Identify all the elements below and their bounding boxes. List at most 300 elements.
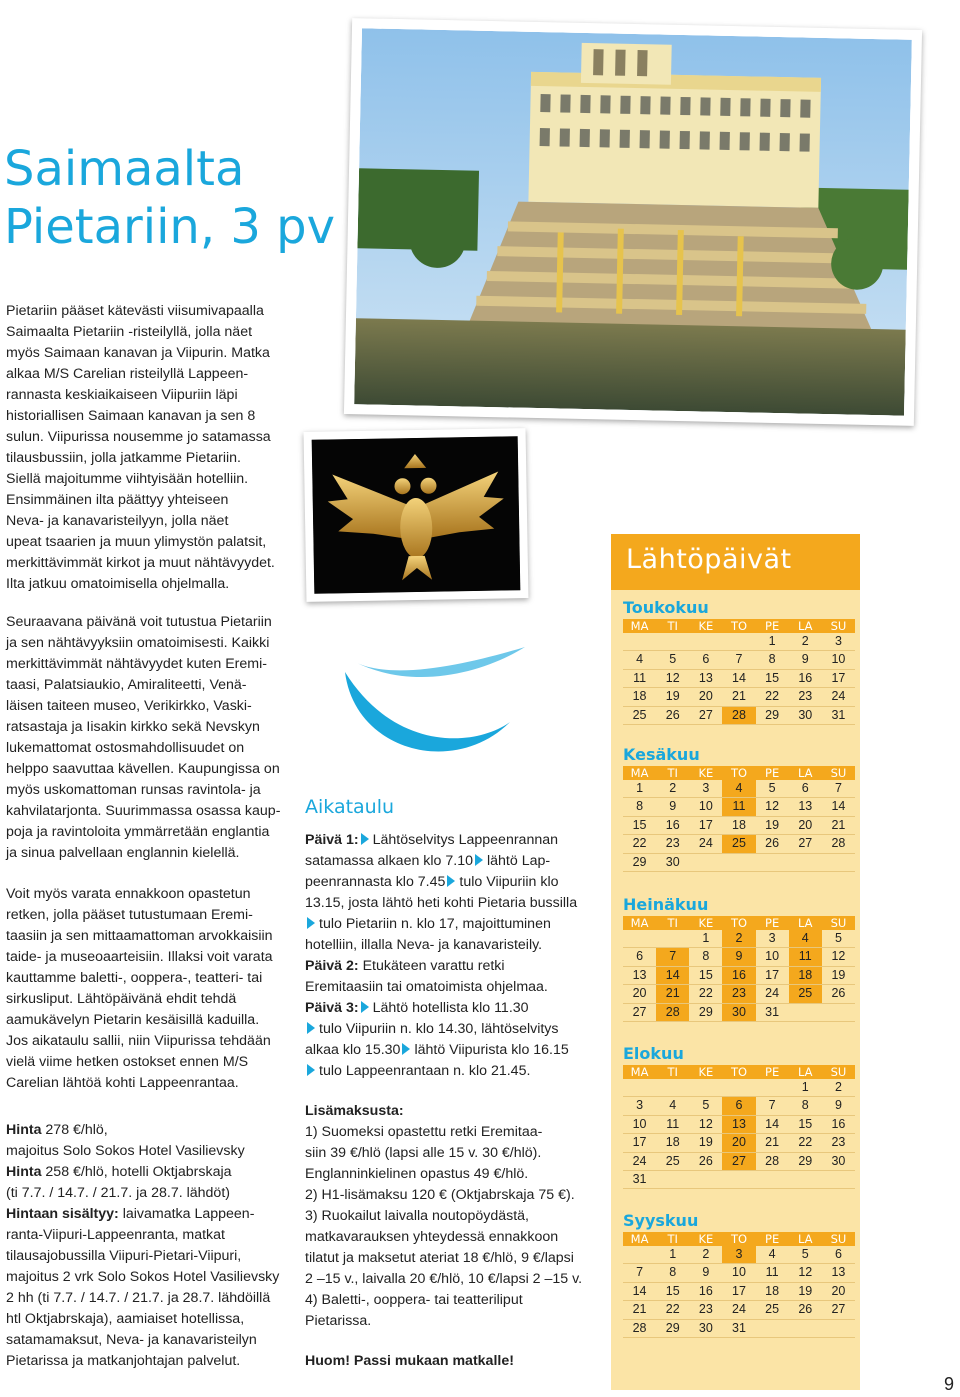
intro-line: historiallisen Saimaan kanavan ja sen 8: [6, 408, 256, 424]
intro-line: Pietariin pääset kätevästi viisumivapaalla: [6, 303, 264, 319]
calendar-day: 5: [756, 780, 789, 798]
weekday-header-row: [623, 916, 855, 930]
calendar-day: 9: [689, 1264, 722, 1282]
extras-line: 1) Suomeksi opastettu retki Eremitaa-: [305, 1124, 543, 1140]
calendar-empty-cell: [623, 1246, 656, 1264]
double-headed-eagle-image: [312, 436, 521, 594]
intro-line: tilausbussiin, jolla jatkamme Pietariin.: [6, 450, 241, 466]
weekday-label: KE: [689, 1065, 722, 1079]
calendar-day: 7: [722, 651, 755, 669]
calendar-day: 2: [822, 1079, 855, 1097]
schedule-text: tulo Viipuriin n. klo 14.30, lähtöselvitys: [319, 1021, 559, 1037]
para3-line: kauttamme baletti-, ooppera-, teatteri- tai: [6, 970, 263, 986]
calendar-day: 5: [822, 930, 855, 948]
includes-line: satamamaksut, Neva- ja kanavaristeilyn: [6, 1332, 257, 1348]
calendar-week-row: [623, 985, 855, 1003]
schedule-line: [305, 1040, 595, 1061]
intro-line: Saimaalta Pietariin -risteilyllä, jolla näet: [6, 324, 253, 340]
arrow-icon: [307, 1064, 315, 1076]
intro-line: upeat tsaarien ja muun ylimystön palatsit,: [6, 534, 267, 550]
departure-day: 14: [656, 966, 689, 984]
schedule-heading: Aikataulu: [305, 796, 395, 818]
calendar-week-row: [623, 1003, 855, 1021]
calendar-week-row: [623, 835, 855, 853]
departure-day: 16: [722, 966, 755, 984]
extras-line: siin 39 €/hlö (lapsi alle 15 v. 30 €/hlö).: [305, 1145, 542, 1161]
page-number: 9: [944, 1374, 955, 1394]
calendar-day: 5: [689, 1097, 722, 1115]
calendar-empty-cell: [822, 1171, 855, 1189]
para2-line: Seuraavana päivänä voit tutustua Pietariin: [6, 614, 272, 630]
calendar-empty-cell: [656, 1079, 689, 1097]
includes-line: tilausajobussilla Viipuri-Pietari-Viipuri,: [6, 1248, 242, 1264]
calendar-day: 26: [756, 835, 789, 853]
schedule-line: [305, 956, 595, 977]
para3-line: sirkusliput. Lähtöpäivänä ehdit tehdä: [6, 991, 237, 1007]
calendar-day: 14: [722, 669, 755, 687]
calendar-day: 2: [656, 780, 689, 798]
calendar-day: 4: [756, 1246, 789, 1264]
month-calendar: [623, 597, 855, 725]
eagle-illustration: [312, 436, 521, 594]
calendar-empty-cell: [822, 853, 855, 871]
para3-line: aamukävelyn Pietarin kesäisillä kaduilla.: [6, 1012, 260, 1028]
price-block: [6, 1120, 296, 1372]
calendar-day: 26: [689, 1152, 722, 1170]
calendar-day: 12: [756, 798, 789, 816]
calendar-day: 3: [623, 1097, 656, 1115]
title-line-2: Pietariin, 3 pv: [4, 199, 336, 255]
weekday-header-row: [623, 1232, 855, 1246]
calendar-day: 11: [656, 1115, 689, 1133]
para2-line: helppo saavuttaa kävellen. Kaupungissa on: [6, 761, 280, 777]
departure-day: 6: [722, 1097, 755, 1115]
calendar-day: 21: [722, 688, 755, 706]
departure-day: 4: [722, 780, 755, 798]
calendar-day: 29: [689, 1003, 722, 1021]
calendar-day: 10: [623, 1115, 656, 1133]
departure-day: 25: [722, 835, 755, 853]
month-name: Elokuu: [623, 1044, 684, 1063]
departure-day: 25: [789, 985, 822, 1003]
schedule-text: lähtö Lap-: [487, 853, 551, 869]
calendar-day: 30: [822, 1152, 855, 1170]
departure-day: 28: [656, 1003, 689, 1021]
includes-line: 2 hh (ti 7.7. / 14.7. / 21.7. ja 28.7. lähdöillä: [6, 1290, 271, 1306]
calendar-day: 8: [789, 1097, 822, 1115]
calendar-table: [623, 916, 855, 1022]
schedule-line: Eremitaasiin tai omatoimista ohjelmaa.: [305, 979, 548, 995]
calendar-day: 26: [822, 985, 855, 1003]
departure-day: 28: [722, 706, 755, 724]
calendar-week-row: [623, 706, 855, 724]
weekday-label: TI: [656, 1232, 689, 1246]
extras-heading: Lisämaksusta:: [305, 1103, 404, 1119]
calendar-day: 28: [623, 1319, 656, 1337]
schedule-text: satamassa alkaen klo 7.10: [305, 853, 473, 869]
calendar-day: 25: [656, 1152, 689, 1170]
calendar-day: 5: [789, 1246, 822, 1264]
month-name: Kesäkuu: [623, 745, 700, 764]
extras-line: 2) H1-lisämaksu 120 € (Oktjabrskaja 75 €).: [305, 1187, 575, 1203]
para3-line: Jos aikataulu sallii, niin Viipurissa tehdään: [6, 1033, 271, 1049]
para2-line: ja sinua palvellaan englannin kielellä.: [6, 845, 240, 861]
weekday-label: LA: [789, 619, 822, 633]
weekday-label: PE: [756, 1065, 789, 1079]
weekday-label: TO: [722, 1232, 755, 1246]
schedule-line: [305, 1019, 595, 1040]
calendar-day: 4: [623, 651, 656, 669]
calendar-table: [623, 619, 855, 725]
calendar-day: 22: [656, 1301, 689, 1319]
weekday-label: KE: [689, 1232, 722, 1246]
weekday-label: PE: [756, 619, 789, 633]
weekday-label: SU: [822, 1065, 855, 1079]
calendar-day: 16: [789, 669, 822, 687]
calendar-day: 14: [623, 1282, 656, 1300]
departure-day: 11: [789, 948, 822, 966]
badge-line-2: RISTEILY: [401, 710, 469, 726]
weekday-label: LA: [789, 916, 822, 930]
schedule-block: [305, 830, 595, 1082]
schedule-text: tulo Viipuriin klo: [459, 874, 559, 890]
calendar-day: 25: [623, 706, 656, 724]
calendar-empty-cell: [722, 633, 755, 651]
weekday-label: PE: [756, 766, 789, 780]
weekday-label: MA: [623, 916, 656, 930]
weekday-header-row: [623, 1065, 855, 1079]
calendar-day: 9: [789, 651, 822, 669]
arrow-icon: [361, 833, 369, 845]
intro-line: Neva- ja kanavaristeilyyn, jolla näet: [6, 513, 229, 529]
extras-line: 2 –15 v., laivalla 20 €/hlö, 10 €/lapsi 2 –15 v.: [305, 1271, 583, 1287]
calendar-day: 17: [689, 816, 722, 834]
departure-day: 2: [722, 930, 755, 948]
second-paragraph: [6, 612, 296, 864]
calendar-day: 26: [789, 1301, 822, 1319]
calendar-day: 31: [722, 1319, 755, 1337]
calendar-empty-cell: [722, 1079, 755, 1097]
para2-line: myös uskomattoman runsas ravintola- ja: [6, 782, 261, 798]
extras-block: [305, 1101, 595, 1332]
calendar-day: 9: [656, 798, 689, 816]
badge-text: [335, 688, 535, 728]
calendar-week-row: [623, 1097, 855, 1115]
schedule-line: [305, 830, 595, 851]
calendar-week-row: [623, 1264, 855, 1282]
calendar-day: 30: [656, 853, 689, 871]
weekday-label: SU: [822, 766, 855, 780]
price-line-2: [6, 1162, 296, 1183]
calendar-day: 8: [623, 798, 656, 816]
departure-day: 9: [722, 948, 755, 966]
calendar-day: 24: [689, 835, 722, 853]
calendar-week-row: [623, 780, 855, 798]
calendar-day: 21: [756, 1134, 789, 1152]
weekday-label: LA: [789, 1065, 822, 1079]
calendar-day: 18: [722, 816, 755, 834]
includes-text: laivamatka Lappeen-: [118, 1206, 255, 1222]
intro-line: rannasta keskiaikaiseen Viipuriin läpi: [6, 387, 238, 403]
calendar-day: 24: [722, 1301, 755, 1319]
schedule-text: lähtö Viipurista klo 16.15: [414, 1042, 569, 1058]
calendar-empty-cell: [822, 1319, 855, 1337]
calendar-day: 18: [623, 688, 656, 706]
calendar-week-row: [623, 966, 855, 984]
calendar-day: 14: [756, 1115, 789, 1133]
calendar-day: 22: [756, 688, 789, 706]
arrow-icon: [447, 875, 455, 887]
departure-day: 23: [722, 985, 755, 1003]
para3-line: taide- ja museoaarteisiin. Illaksi voit varata: [6, 949, 273, 965]
calendar-day: 9: [822, 1097, 855, 1115]
para3-line: Carelian lähtöä kohti Lappeenrantaa.: [6, 1075, 239, 1091]
badge-line-1: VIISUMIVAPAA: [378, 690, 492, 706]
calendar-day: 25: [756, 1301, 789, 1319]
calendar-week-row: [623, 669, 855, 687]
palace-photo: [344, 18, 922, 426]
intro-line: Ilta jatkuu omatoimisella ohjelmalla.: [6, 576, 230, 592]
calendar-table: [623, 1065, 855, 1189]
calendar-day: 15: [789, 1115, 822, 1133]
calendar-week-row: [623, 651, 855, 669]
intro-line: Ensimmäinen ilta päättyy yhteiseen: [6, 492, 229, 508]
calendar-day: 24: [756, 985, 789, 1003]
calendar-day: 30: [789, 706, 822, 724]
price-value: 278 €/hlö,: [41, 1122, 108, 1138]
calendar-empty-cell: [656, 930, 689, 948]
calendar-week-row: [623, 816, 855, 834]
intro-paragraph: [6, 301, 296, 595]
calendar-table: [623, 766, 855, 872]
includes-line: majoitus 2 vrk Solo Sokos Hotel Vasilievsky: [6, 1269, 280, 1285]
calendar-day: 1: [689, 930, 722, 948]
calendar-empty-cell: [689, 633, 722, 651]
calendar-day: 8: [689, 948, 722, 966]
calendar-day: 27: [623, 1003, 656, 1021]
calendar-day: 12: [689, 1115, 722, 1133]
para2-line: lukemattomat ostosmahdollisuudet on: [6, 740, 245, 756]
calendar-day: 22: [689, 985, 722, 1003]
departure-day: 20: [722, 1134, 755, 1152]
third-paragraph: [6, 884, 296, 1094]
calendar-empty-cell: [789, 1171, 822, 1189]
weekday-label: KE: [689, 916, 722, 930]
weekday-label: MA: [623, 1232, 656, 1246]
month-name: Syyskuu: [623, 1211, 699, 1230]
calendar-day: 19: [822, 966, 855, 984]
weekday-label: TO: [722, 916, 755, 930]
calendar-day: 29: [623, 853, 656, 871]
intro-line: alkaa M/S Carelian risteilyllä Lappeen-: [6, 366, 249, 382]
departure-day: 30: [722, 1003, 755, 1021]
calendar-empty-cell: [623, 930, 656, 948]
calendar-week-row: [623, 1282, 855, 1300]
calendar-day: 17: [822, 669, 855, 687]
schedule-text: alkaa klo 15.30: [305, 1042, 401, 1058]
calendar-empty-cell: [756, 1079, 789, 1097]
calendar-day: 20: [789, 816, 822, 834]
weekday-label: MA: [623, 1065, 656, 1079]
calendar-day: 10: [689, 798, 722, 816]
calendar-day: 27: [822, 1301, 855, 1319]
calendar-day: 17: [623, 1134, 656, 1152]
arrow-icon: [307, 1022, 315, 1034]
departure-day: 3: [722, 1246, 755, 1264]
calendar-empty-cell: [689, 1171, 722, 1189]
weekday-label: TI: [656, 766, 689, 780]
para3-line: vielä viime hetken ostokset ennen M/S: [6, 1054, 249, 1070]
calendar-day: 15: [656, 1282, 689, 1300]
calendar-day: 18: [656, 1134, 689, 1152]
para3-line: taasiin ja sen mittaamattoman arvokkaisiin: [6, 928, 273, 944]
schedule-line: [305, 851, 595, 872]
calendar-day: 18: [756, 1282, 789, 1300]
schedule-text: tulo Lappeenrantaan n. klo 21.45.: [319, 1063, 531, 1079]
calendar-day: 21: [822, 816, 855, 834]
calendar-day: 15: [756, 669, 789, 687]
weekday-label: TI: [656, 619, 689, 633]
palace-illustration: [354, 28, 912, 415]
arrow-icon: [361, 1001, 369, 1013]
month-calendar: [623, 1043, 855, 1189]
visa-free-badge: [335, 642, 535, 782]
calendar-day: 29: [789, 1152, 822, 1170]
intro-line: myös Saimaan kanavan ja Viipurin. Matka: [6, 345, 270, 361]
calendar-day: 1: [756, 633, 789, 651]
calendar-day: 12: [822, 948, 855, 966]
calendar-empty-cell: [623, 1079, 656, 1097]
calendar-day: 3: [756, 930, 789, 948]
price-hotel-1: majoitus Solo Sokos Hotel Vasilievsky: [6, 1143, 245, 1159]
includes-line: htl Oktjabrskaja), aamiaiset hotellissa,: [6, 1311, 245, 1327]
calendar-day: 4: [656, 1097, 689, 1115]
month-calendar: [623, 894, 855, 1022]
calendar-day: 24: [623, 1152, 656, 1170]
calendar-week-row: [623, 1319, 855, 1337]
calendar-day: 8: [656, 1264, 689, 1282]
calendar-day: 16: [656, 816, 689, 834]
calendar-empty-cell: [789, 853, 822, 871]
calendar-empty-cell: [789, 1319, 822, 1337]
weekday-label: PE: [756, 1232, 789, 1246]
calendar-table: [623, 1232, 855, 1338]
para3-line: retken, jolla pääset tutustumaan Eremi-: [6, 907, 253, 923]
month-calendar: [623, 744, 855, 872]
calendar-week-row: [623, 948, 855, 966]
para2-line: merkittävimmät nähtävyydet kuten Eremi-: [6, 656, 267, 672]
calendar-day: 28: [756, 1152, 789, 1170]
para2-line: poja ja ravintoloita ymmärretään englantia: [6, 824, 270, 840]
departure-day: 18: [789, 966, 822, 984]
weekday-header-row: [623, 766, 855, 780]
extras-line: Pietarissa.: [305, 1313, 372, 1329]
calendar-day: 3: [689, 780, 722, 798]
calendar-day: 6: [822, 1246, 855, 1264]
calendar-week-row: [623, 1301, 855, 1319]
weekday-label: LA: [789, 766, 822, 780]
calendar-day: 10: [722, 1264, 755, 1282]
price-label: Hinta: [6, 1164, 42, 1180]
calendar-day: 10: [756, 948, 789, 966]
calendar-week-row: [623, 853, 855, 871]
weekday-label: TI: [656, 916, 689, 930]
calendar-day: 31: [822, 706, 855, 724]
calendar-empty-cell: [689, 1079, 722, 1097]
calendar-empty-cell: [656, 633, 689, 651]
weekday-label: TO: [722, 1065, 755, 1079]
calendar-day: 23: [789, 688, 822, 706]
departure-day: 11: [722, 798, 755, 816]
intro-line: sulun. Viipurissa nousemme jo satamassa: [6, 429, 271, 445]
month-calendar: [623, 1210, 855, 1338]
extras-line: 3) Ruokailut laivalla noutopöydästä,: [305, 1208, 529, 1224]
calendar-day: 23: [822, 1134, 855, 1152]
calendar-day: 6: [789, 780, 822, 798]
calendar-week-row: [623, 930, 855, 948]
weekday-label: KE: [689, 619, 722, 633]
calendar-day: 13: [623, 966, 656, 984]
arrow-icon: [475, 854, 483, 866]
schedule-line: [305, 872, 595, 893]
calendar-empty-cell: [722, 1171, 755, 1189]
calendar-day: 15: [623, 816, 656, 834]
calendar-week-row: [623, 633, 855, 651]
calendar-day: 14: [822, 798, 855, 816]
includes-line: Pietarissa ja matkanjohtajan palvelut.: [6, 1353, 241, 1369]
weekday-label: SU: [822, 916, 855, 930]
calendar-week-row: [623, 1134, 855, 1152]
calendar-day: 6: [689, 651, 722, 669]
departure-day: 21: [656, 985, 689, 1003]
extras-line: tilatut ja maksetut ateriat 18 €/hlö, 9 €/lapsi: [305, 1250, 574, 1266]
calendar-empty-cell: [722, 853, 755, 871]
intro-line: merkittävimmät kirkot ja muut nähtävyydet.: [6, 555, 275, 571]
departure-day: 4: [789, 930, 822, 948]
calendar-week-row: [623, 688, 855, 706]
calendar-day: 1: [789, 1079, 822, 1097]
calendar-day: 1: [623, 780, 656, 798]
calendar-day: 16: [822, 1115, 855, 1133]
calendar-day: 7: [822, 780, 855, 798]
calendar-day: 6: [623, 948, 656, 966]
calendar-empty-cell: [623, 633, 656, 651]
intro-line: Siellä majoitumme viihtyisään hotelliin.: [6, 471, 249, 487]
calendar-day: 19: [756, 816, 789, 834]
calendar-day: 17: [756, 966, 789, 984]
weekday-header-row: [623, 619, 855, 633]
extras-line: matkavarauksen yhteydessä ennakkoon: [305, 1229, 559, 1245]
calendar-day: 10: [822, 651, 855, 669]
schedule-line: [305, 914, 595, 935]
calendar-day: 22: [623, 835, 656, 853]
weekday-label: TO: [722, 766, 755, 780]
para2-line: kahvilatarjonta. Suurimmassa osassa kaup-: [6, 803, 281, 819]
month-name: Heinäkuu: [623, 895, 709, 914]
calendar-day: 5: [656, 651, 689, 669]
departure-dates-title: Lähtöpäivät: [626, 544, 792, 575]
calendar-day: 12: [656, 669, 689, 687]
calendar-day: 22: [789, 1134, 822, 1152]
calendar-day: 29: [756, 706, 789, 724]
calendar-day: 29: [656, 1319, 689, 1337]
calendar-day: 30: [689, 1319, 722, 1337]
price-value: 258 €/hlö, hotelli Oktjabrskaja: [41, 1164, 232, 1180]
calendar-day: 24: [822, 688, 855, 706]
calendar-day: 23: [656, 835, 689, 853]
schedule-line: 13.15, josta lähtö heti kohti Pietaria bussilla: [305, 895, 578, 911]
calendar-day: 11: [756, 1264, 789, 1282]
